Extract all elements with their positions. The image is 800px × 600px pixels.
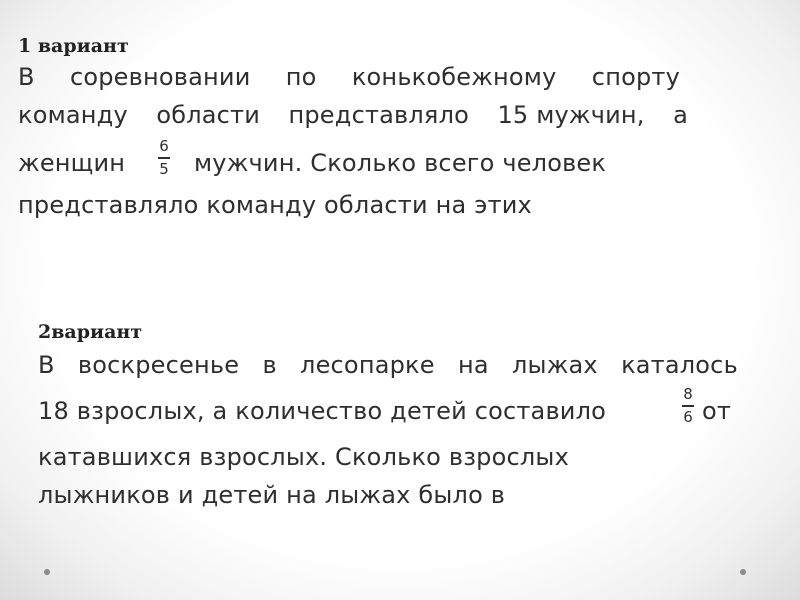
fraction-denominator: 6 bbox=[683, 407, 693, 426]
variant-2-line-4: лыжников и детей на лыжах было в bbox=[38, 481, 506, 509]
variant-2-block bbox=[18, 320, 748, 520]
corner-dot-right bbox=[740, 569, 746, 575]
variant-2-line-2-right: от bbox=[702, 397, 732, 425]
word: каталось bbox=[621, 351, 738, 379]
word: лыжах bbox=[512, 351, 598, 379]
variant-1-line-3-left: женщин bbox=[18, 149, 126, 177]
variant-2-line-3: катавшихся взрослых. Сколько взрослых bbox=[38, 443, 569, 471]
word: по bbox=[285, 63, 317, 91]
variant-1-fraction bbox=[158, 138, 170, 178]
word: представляло bbox=[288, 101, 469, 129]
word: в bbox=[262, 351, 277, 379]
word: В bbox=[18, 63, 35, 91]
variant-2-line-1 bbox=[38, 350, 738, 380]
variant-2-line-2-left: 18 взрослых, а количество детей составило bbox=[38, 397, 607, 425]
word: а bbox=[673, 101, 688, 129]
word: 15 мужчин, bbox=[497, 101, 645, 129]
variant-2-fraction bbox=[682, 386, 694, 426]
variant-1-line-2 bbox=[18, 100, 688, 130]
variant-1-block bbox=[18, 34, 748, 224]
word: соревновании bbox=[69, 63, 251, 91]
fraction-numerator: 8 bbox=[683, 385, 693, 403]
variant-1-line-3-right: мужчин. Сколько всего человек bbox=[194, 149, 607, 177]
variant-2-heading: 2вариант bbox=[38, 321, 143, 343]
word: В bbox=[38, 351, 55, 379]
variant-1-heading: 1 вариант bbox=[18, 35, 129, 57]
variant-1-line-1 bbox=[18, 62, 680, 92]
word: лесопарке bbox=[300, 351, 435, 379]
word: на bbox=[457, 351, 489, 379]
word: воскресенье bbox=[77, 351, 240, 379]
word: команду bbox=[18, 101, 128, 129]
fraction-denominator: 5 bbox=[159, 159, 169, 178]
fraction-bar bbox=[682, 405, 694, 407]
word: спорту bbox=[591, 63, 680, 91]
word: области bbox=[156, 101, 261, 129]
fraction-bar bbox=[158, 157, 170, 159]
corner-dot-left bbox=[44, 569, 50, 575]
fraction-numerator: 6 bbox=[159, 137, 169, 155]
variant-1-line-4: представляло команду области на этих bbox=[18, 191, 532, 219]
word: конькобежному bbox=[351, 63, 557, 91]
